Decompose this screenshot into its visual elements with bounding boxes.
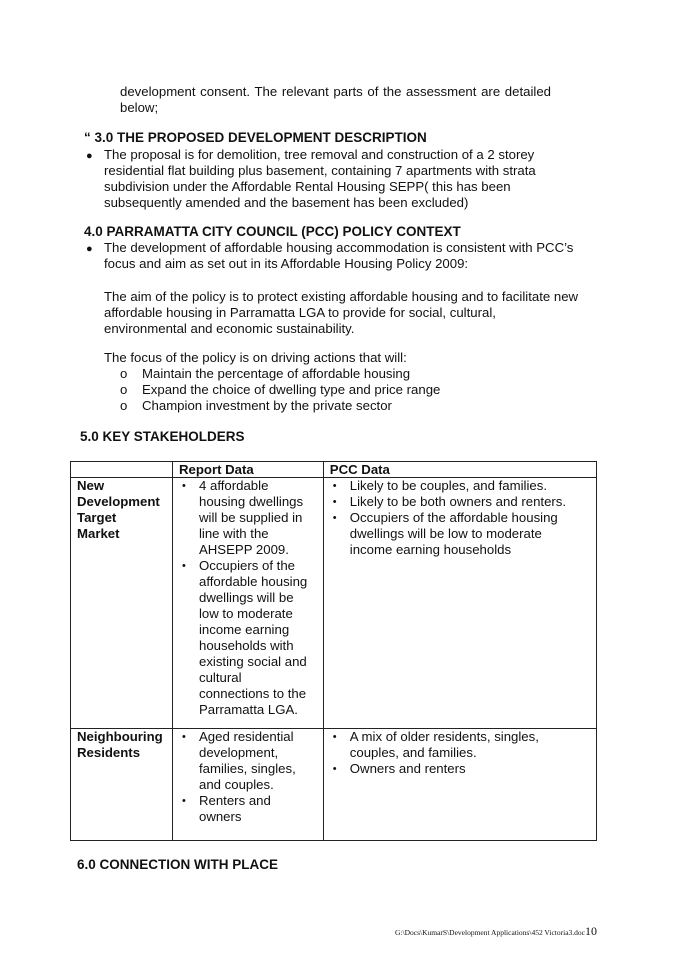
intro-paragraph	[120, 84, 551, 116]
list-item: • Renters and owners	[179, 793, 317, 825]
stakeholders-table	[70, 461, 597, 841]
bullet-dot: ●	[86, 150, 93, 162]
text-line: The proposal is for demolition, tree removal and construction of a 2 storey	[104, 147, 535, 162]
text-line: focus and aim as set out in its Affordable Housing Policy 2009:	[104, 256, 469, 271]
bullet-dot: ●	[86, 243, 93, 255]
list-item: • A mix of older residents, singles, couples, and families.	[330, 729, 590, 761]
intro-line: development consent. The relevant parts of the assessment are detailed	[120, 84, 552, 99]
list-item: • Likely to be couples, and families.	[330, 478, 590, 494]
section-4-heading: 4.0 PARRAMATTA CITY COUNCIL (PCC) POLICY CONTEXT	[84, 224, 461, 239]
text-line: The aim of the policy is to protect existing affordable housing and to facilitate new	[104, 289, 579, 304]
row-label	[71, 478, 173, 729]
policy-aim-paragraph	[104, 289, 578, 337]
pcc-data-cell	[323, 478, 596, 729]
list-item: • Occupiers of the affordable housing dwellings will be low to moderate income earning households	[330, 510, 590, 558]
focus-item: o Maintain the percentage of affordable housing	[120, 366, 411, 381]
policy-focus-intro: The focus of the policy is on driving actions that will:	[104, 350, 407, 365]
list-item: • Aged residential development, families, singles, and couples.	[179, 729, 317, 793]
label-line: Market	[77, 526, 120, 541]
list-item: • Likely to be both owners and renters.	[330, 494, 590, 510]
table-row	[71, 478, 597, 729]
list-item: • 4 affordable housing dwellings will be supplied in line with the AHSEPP 2009.	[179, 478, 317, 558]
section-5-heading: 5.0 KEY STAKEHOLDERS	[80, 429, 245, 444]
section-4-bullet	[104, 240, 573, 272]
table-header-cell: Report Data	[172, 462, 323, 478]
page-number: 10	[585, 924, 598, 938]
policy-focus-list	[120, 366, 440, 414]
section-3-heading: “ 3.0 THE PROPOSED DEVELOPMENT DESCRIPTION	[84, 130, 427, 145]
intro-line: below;	[120, 100, 159, 115]
label-line: Target	[77, 510, 117, 525]
table-header-cell	[71, 462, 173, 478]
text-line: subsequently amended and the basement has been excluded)	[104, 195, 469, 210]
list-item: • Occupiers of the affordable housing dwellings will be low to moderate income earning households with existing social and cultural connections to the Parramatta LGA.	[179, 558, 317, 718]
label-line: Neighbouring	[77, 729, 163, 744]
pcc-data-cell	[323, 729, 596, 841]
text-line: affordable housing in Parramatta LGA to provide for social, cultural,	[104, 305, 496, 320]
focus-item: o Expand the choice of dwelling type and price range	[120, 382, 441, 397]
text-line: subdivision under the Affordable Rental Housing SEPP( this has been	[104, 179, 511, 194]
report-data-cell	[172, 729, 323, 841]
text-line: environmental and economic sustainability.	[104, 321, 355, 336]
text-line: residential flat building plus basement, containing 7 apartments with strata	[104, 163, 536, 178]
table-header-cell: PCC Data	[323, 462, 596, 478]
section-3-bullet	[104, 147, 536, 211]
report-data-cell	[172, 478, 323, 729]
list-item: • Owners and renters	[330, 761, 590, 777]
text-line: The development of affordable housing accommodation is consistent with PCC’s	[104, 240, 574, 255]
row-label	[71, 729, 173, 841]
label-line: Development	[77, 494, 160, 509]
focus-item: o Champion investment by the private sector	[120, 398, 392, 413]
label-line: Residents	[77, 745, 141, 760]
table-header-row	[71, 462, 597, 478]
section-6-heading: 6.0 CONNECTION WITH PLACE	[77, 857, 279, 872]
page-footer	[395, 924, 597, 939]
file-path: G:\Docs\KumarS\Development Applications\452 Victoria3.doc	[395, 928, 586, 937]
table-row	[71, 729, 597, 841]
label-line: New	[77, 478, 105, 493]
